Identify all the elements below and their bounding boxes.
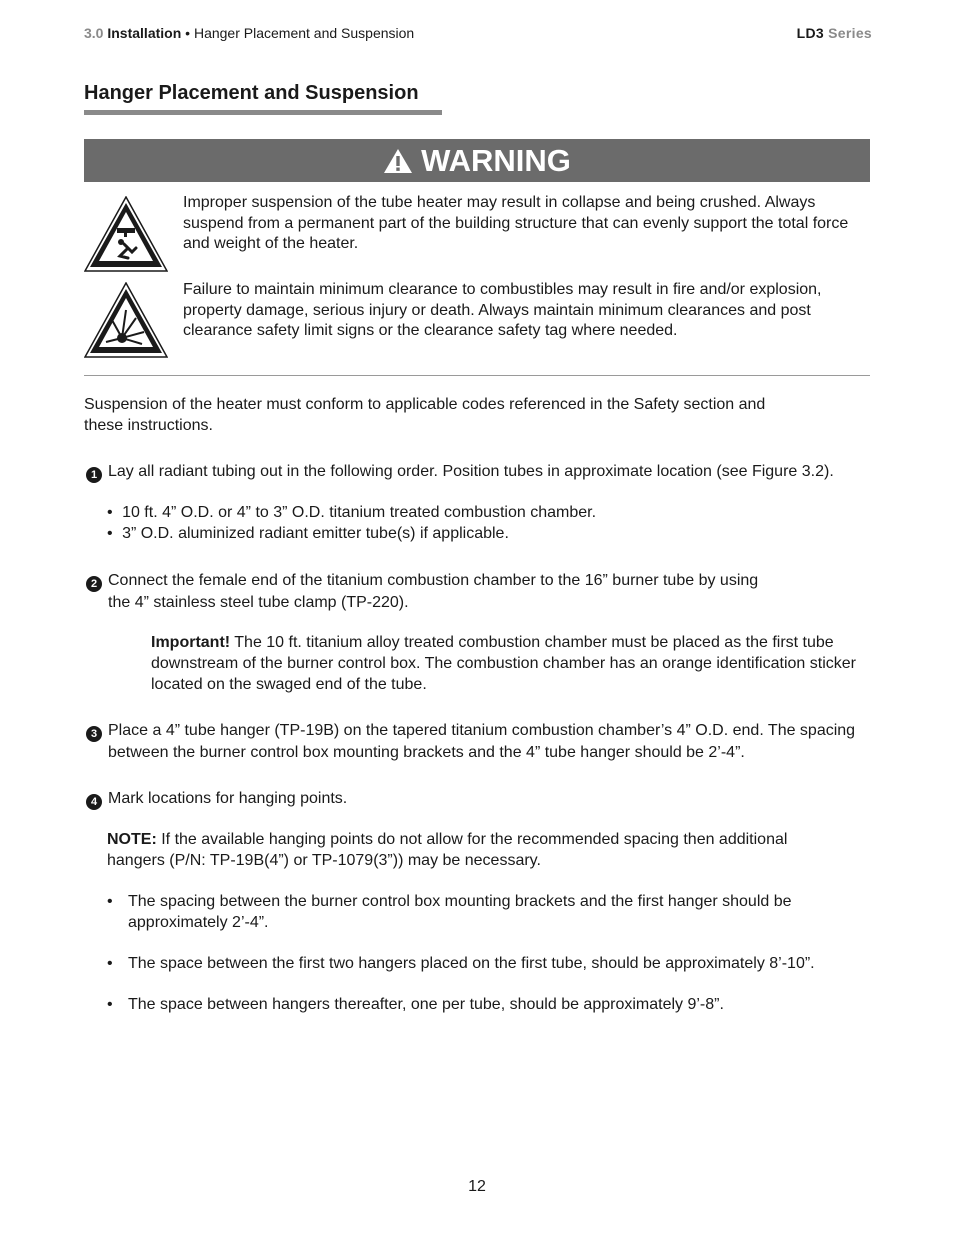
list-item [107, 523, 807, 544]
step-3-text: Place a 4” tube hanger (TP-19B) on the tapered titanium combustion chamber’s 4” O.D. end. The spacing between the burner control box mounting brackets and the 4” tube hanger should be 2’-4”. [108, 722, 856, 761]
bullet-marker: • [107, 893, 113, 910]
step-1-text: Lay all radiant tubing out in the following order. Position tubes in approximate location (see Figure 3.2). [108, 463, 834, 480]
title-underline [84, 110, 442, 115]
step-2 [86, 570, 766, 613]
bullet-marker: • [107, 996, 113, 1013]
list-item [107, 502, 807, 523]
step-2-text: Connect the female end of the titanium combustion chamber to the 16” burner tube by using the 4” stainless steel tube clamp (TP-220). [108, 572, 759, 611]
bullet-marker: • [107, 504, 113, 521]
important-note [151, 632, 873, 695]
important-label: Important! [151, 634, 231, 651]
step-1 [86, 461, 876, 483]
important-text: The 10 ft. titanium alloy treated combustion chamber must be placed as the first tube downstream of the burner control box. The combustion chamber has an orange identification sticker located on the swaged end of the tube. [151, 634, 856, 693]
list-item-text: 10 ft. 4” O.D. or 4” to 3” O.D. titanium treated combustion chamber. [122, 504, 597, 521]
section-number: 3.0 [84, 25, 104, 41]
step-1-number: 1 [86, 467, 102, 483]
product-name: LD3 [796, 25, 824, 41]
fire-warning-text: Failure to maintain minimum clearance to combustibles may result in fire and/or explosion, property damage, serious injury or death. Always maintain minimum clearances and post clearance safety limit signs or the clearance safety tag where needed. [183, 281, 822, 339]
step-4 [86, 788, 786, 810]
crush-warning-text: Improper suspension of the tube heater may result in collapse and being crushed. Always suspend from a permanent part of the building structure that can evenly support the total force and weight of the heater. [183, 194, 849, 252]
list-item-text: 3” O.D. aluminized radiant emitter tube(s) if applicable. [122, 525, 509, 542]
step-2-number: 2 [86, 576, 102, 592]
product-label [797, 25, 872, 41]
list-item [107, 994, 867, 1015]
note-label: NOTE: [107, 831, 157, 848]
page-number: 12 [468, 1178, 486, 1195]
list-item-text: The space between the first two hangers placed on the first tube, should be approximately 8’-10”. [128, 955, 815, 972]
header-separator: • [185, 25, 191, 41]
note-paragraph [107, 829, 847, 871]
warning-banner [84, 139, 870, 182]
list-item [107, 953, 867, 974]
page-title: Hanger Placement and Suspension [84, 82, 419, 104]
section-name: Installation [107, 25, 182, 41]
explosion-hazard-icon [84, 282, 168, 358]
product-suffix: Series [828, 25, 872, 41]
warning-triangle-icon [383, 148, 413, 174]
section-topic: Hanger Placement and Suspension [193, 25, 415, 41]
section-divider [84, 375, 870, 376]
list-item-text: The spacing between the burner control box mounting brackets and the first hanger should be approximately 2’-4”. [128, 893, 792, 931]
list-item [107, 891, 867, 933]
intro-paragraph: Suspension of the heater must conform to applicable codes referenced in the Safety section and these instructions. [84, 396, 766, 434]
step-4-text: Mark locations for hanging points. [108, 790, 348, 807]
list-item-text: The space between hangers thereafter, one per tube, should be approximately 9’-8”. [128, 996, 724, 1013]
step-3 [86, 720, 856, 763]
crush-hazard-icon [84, 196, 168, 272]
warning-title: WARNING [421, 142, 571, 178]
bullet-marker: • [107, 955, 113, 972]
note-text: If the available hanging points do not allow for the recommended spacing then additional hangers (P/N: TP-19B(4”) or TP-1079(3”)) may be necessary. [107, 831, 788, 869]
running-header [84, 25, 414, 41]
step-4-number: 4 [86, 794, 102, 810]
step-3-number: 3 [86, 726, 102, 742]
bullet-marker: • [107, 525, 113, 542]
